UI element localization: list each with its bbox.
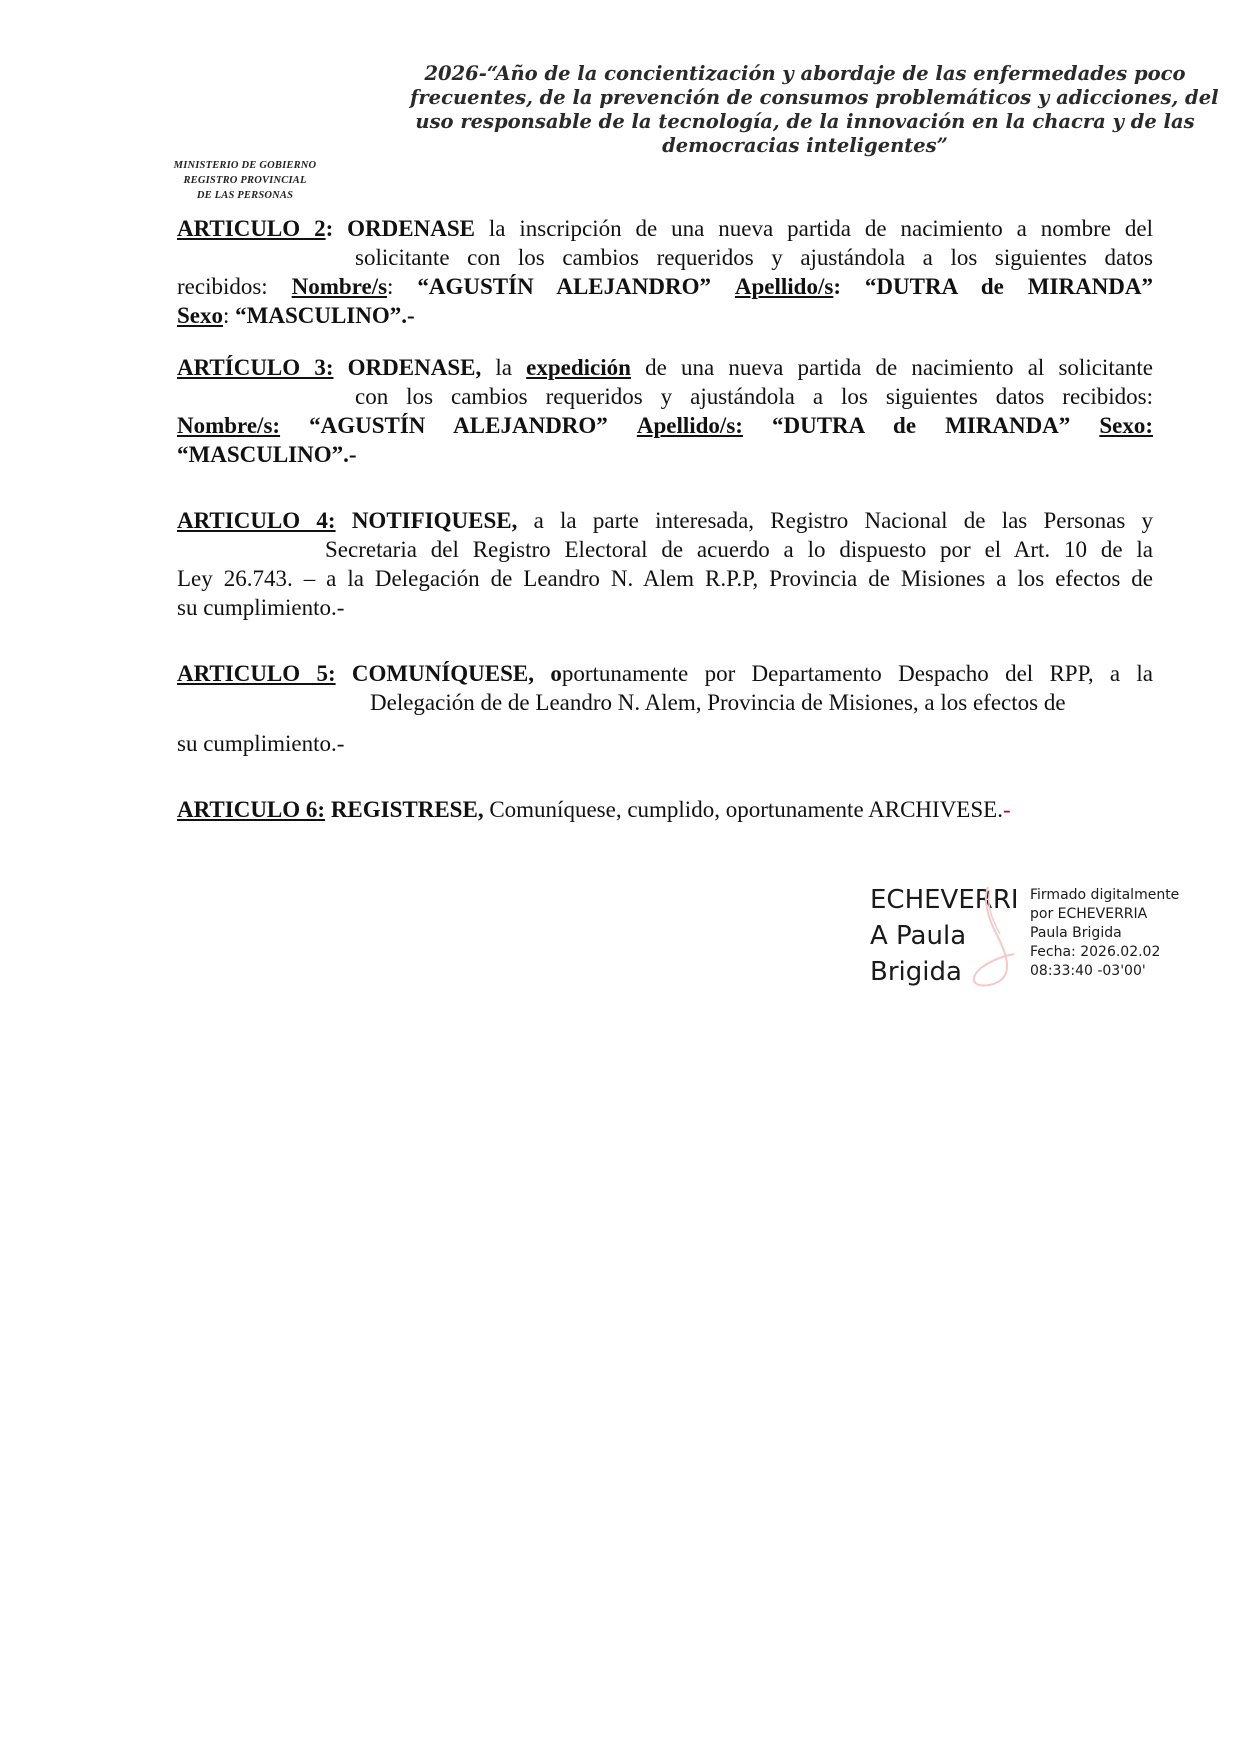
field-value-sexo: “MASCULINO”.- [177,442,357,467]
ministry-line: DE LAS PERSONAS [196,190,294,201]
signature-details: Firmado digitalmente por ECHEVERRIA Paula Brigida Fecha: 2026.02.02 08:33:40 -03'00' [1030,887,1180,979]
article-line: ARTICULO 6: REGISTRESE, Comuníquese, cumplido, oportunamente ARCHIVESE.- [177,797,1011,822]
document-body [177,214,1153,824]
field-label-apellido: Apellido/s: [636,413,743,438]
signer-name: ECHEVERRI A Paula Brigida [870,885,1019,987]
article-line: su cumplimiento.- [177,595,345,620]
pdf-signature-icon [968,882,1018,992]
article-2 [177,214,1153,330]
field-value-nombre: “AGUSTÍN ALEJANDRO” [417,274,711,299]
article-label: ARTICULO 6: [177,797,326,822]
article-label: ARTÍCULO 3: [177,355,334,380]
ministry-letterhead [155,158,335,203]
motto-line: uso responsable de la tecnología, de la innovación en la chacra y de las [415,110,1195,133]
article-4 [177,506,1153,622]
article-line: solicitante con los cambios requeridos y ajustándola a los siguientes datos [355,245,1153,270]
field-value-sexo: “MASCULINO”.- [235,303,415,328]
article-5 [177,659,1153,758]
article-line: ARTICULO 2: ORDENASE la inscripción de una nueva partida de nacimiento a nombre del [177,216,1154,241]
article-line: Sexo: “MASCULINO”.- [177,303,415,328]
underlined-word: expedición [526,355,631,380]
article-line: Delegación de de Leandro N. Alem, Provincia de Misiones, a los efectos de [370,690,1066,715]
article-3 [177,353,1153,469]
field-value-apellido: “DUTRA de MIRANDA” [771,413,1071,438]
article-verb: ORDENASE, [347,355,482,380]
article-line: Ley 26.743. – a la Delegación de Leandro N. Alem R.P.P, Provincia de Misiones a los efectos de [177,566,1153,591]
article-verb: NOTIFIQUESE, [351,508,518,533]
article-line: Secretaria del Registro Electoral de acuerdo a lo dispuesto por el Art. 10 de la [325,537,1153,562]
field-label-nombre: Nombre/s [291,274,388,299]
field-label-sexo: Sexo: [1099,413,1154,438]
field-label-sexo: Sexo [177,303,223,328]
article-line: su cumplimiento.- [177,731,345,756]
article-verb: ORDENASE [347,216,475,241]
article-line: ARTICULO 4: NOTIFIQUESE, a la parte interesada, Registro Nacional de las Personas y [177,508,1154,533]
article-line [177,440,1153,469]
article-line: ARTICULO 5: COMUNÍQUESE, oportunamente por Departamento Despacho del RPP, a la [177,661,1153,686]
article-verb: COMUNÍQUESE, [351,661,535,686]
article-label: ARTICULO 2 [177,216,326,241]
digital-signature [870,882,1230,1002]
field-label-nombre: Nombre/s: [177,413,281,438]
motto-line: 2026-“Año de la concientización y abordaje de las enfermedades poco [424,62,1186,85]
field-value-apellido: : “DUTRA de MIRANDA” [833,274,1154,299]
article-line: con los cambios requeridos y ajustándola a los siguientes datos recibidos: [355,384,1153,409]
field-label-apellido: Apellido/s [734,274,834,299]
motto-line: frecuentes, de la prevención de consumos problemáticos y adicciones, del [410,86,1219,109]
ministry-line: MINISTERIO DE GOBIERNO [173,160,317,171]
article-label: ARTICULO 5: [177,661,336,686]
field-value-nombre: “AGUSTÍN ALEJANDRO” [309,413,608,438]
ministry-line: REGISTRO PROVINCIAL [183,175,307,186]
motto-line: democracias inteligentes” [662,134,948,157]
article-verb: REGISTRESE, [330,797,484,822]
article-line: recibidos: Nombre/s: “AGUSTÍN ALEJANDRO” Apellido/s: “DUTRA de MIRANDA” [177,274,1154,299]
article-line [177,411,1153,440]
article-6 [177,795,1153,824]
header-motto [410,62,1219,158]
article-line: ARTÍCULO 3: ORDENASE, la expedición de una nueva partida de nacimiento al solicitante [177,355,1154,380]
article-label: ARTICULO 4: [177,508,336,533]
